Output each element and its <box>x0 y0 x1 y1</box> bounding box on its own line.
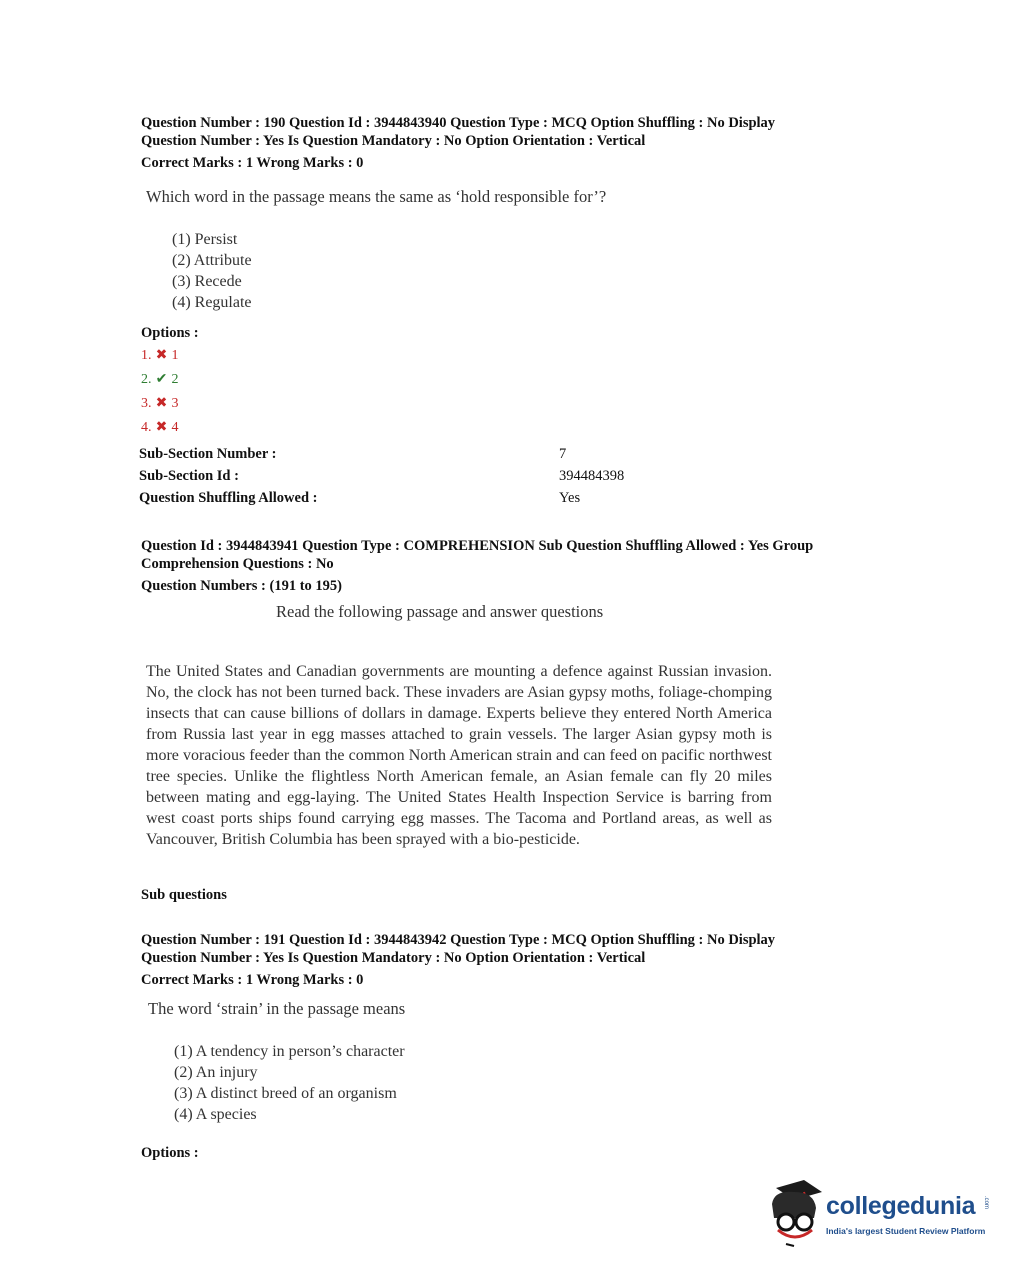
answer-value: 1 <box>171 348 179 363</box>
comprehension-meta-line2: Comprehension Questions : No <box>141 556 334 572</box>
q190-choice-2: (2) Attribute <box>172 252 252 269</box>
q190-answer-4 <box>141 418 179 438</box>
q191-meta-line1: Question Number : 191 Question Id : 3944843942 Question Type : MCQ Option Shuffling : No Display <box>141 932 776 948</box>
q190-meta-line1: Question Number : 190 Question Id : 3944843940 Question Type : MCQ Option Shuffling : No Display <box>141 115 776 131</box>
sub-questions-label: Sub questions <box>141 887 227 903</box>
q191-choice-1: (1) A tendency in person’s character <box>174 1043 405 1060</box>
logo-tagline: India's largest Student Review Platform <box>826 1226 986 1236</box>
q190-choice-4: (4) Regulate <box>172 294 252 311</box>
collegedunia-logo <box>764 1178 994 1250</box>
q190-answer-1 <box>141 346 179 366</box>
q191-meta <box>141 931 901 989</box>
q190-choice-3: (3) Recede <box>172 273 242 290</box>
subsection-number-label: Sub-Section Number : <box>139 446 277 462</box>
answer-number: 4. <box>141 420 152 435</box>
check-icon: ✔ <box>155 372 168 387</box>
answer-value: 4 <box>171 420 179 435</box>
answer-number: 2. <box>141 372 152 387</box>
answer-number: 3. <box>141 396 152 411</box>
mascot-icon <box>764 1178 826 1248</box>
logo-brand: collegedunia <box>826 1192 976 1220</box>
q191-question: The word ‘strain’ in the passage means <box>148 999 406 1018</box>
passage-heading: Read the following passage and answer questions <box>276 602 604 621</box>
q191-options-label: Options : <box>141 1145 199 1161</box>
subsection-shuffle-label: Question Shuffling Allowed : <box>139 490 318 506</box>
q190-question: Which word in the passage means the same as ‘hold responsible for’? <box>146 187 607 206</box>
q190-choices <box>172 229 252 313</box>
answer-number: 1. <box>141 348 152 363</box>
answer-value: 2 <box>171 372 179 387</box>
subsection-id-value: 394484398 <box>559 468 625 484</box>
logo-suffix: .com <box>983 1196 989 1210</box>
q190-answer-2 <box>141 370 179 390</box>
q191-meta-line2: Question Number : Yes Is Question Mandatory : No Option Orientation : Vertical <box>141 950 646 966</box>
comprehension-numbers: Question Numbers : (191 to 195) <box>141 578 342 594</box>
passage-text: The United States and Canadian governments are mounting a defence against Russian invasion. No, the clock has not been turned back. These invaders are Asian gypsy moths, foliage-chomping insects that can cause billions of dollars in damage. Experts believe they entered North America from Russia last year in egg masses attached to grain vessels. The larger Asian gypsy moth is more voracious feeder than the common North American strain and can feed on pacific northwest tree species. Unlike the flightless North American female, an Asian female can fly 20 miles between mating and egg-laying. The United States Health Inspection Service is barring from west coast ports ships found carrying egg masses. The Tacoma and Portland areas, as well as Vancouver, British Columbia has been sprayed with a bio-pesticide. <box>146 663 772 848</box>
q190-answer-3 <box>141 394 179 414</box>
q190-choice-1: (1) Persist <box>172 231 238 248</box>
q191-choice-2: (2) An injury <box>174 1064 258 1081</box>
subsection-number-value: 7 <box>559 446 567 462</box>
q191-choice-3: (3) A distinct breed of an organism <box>174 1085 397 1102</box>
q190-marks: Correct Marks : 1 Wrong Marks : 0 <box>141 155 364 171</box>
comprehension-meta-line1: Question Id : 3944843941 Question Type : COMPREHENSION Sub Question Shuffling Allowed : Yes Group <box>141 538 814 554</box>
comprehension-meta <box>141 537 901 595</box>
subsection-id-label: Sub-Section Id : <box>139 468 239 484</box>
wrong-icon: ✖ <box>155 396 168 411</box>
q190-options-label: Options : <box>141 325 199 341</box>
wrong-icon: ✖ <box>155 348 168 363</box>
q191-choice-4: (4) A species <box>174 1106 257 1123</box>
q191-choices <box>174 1041 405 1125</box>
q191-marks: Correct Marks : 1 Wrong Marks : 0 <box>141 972 364 988</box>
wrong-icon: ✖ <box>155 420 168 435</box>
q190-meta <box>141 114 901 172</box>
answer-value: 3 <box>171 396 179 411</box>
q190-meta-line2: Question Number : Yes Is Question Mandatory : No Option Orientation : Vertical <box>141 133 646 149</box>
subsection-shuffle-value: Yes <box>559 490 581 506</box>
